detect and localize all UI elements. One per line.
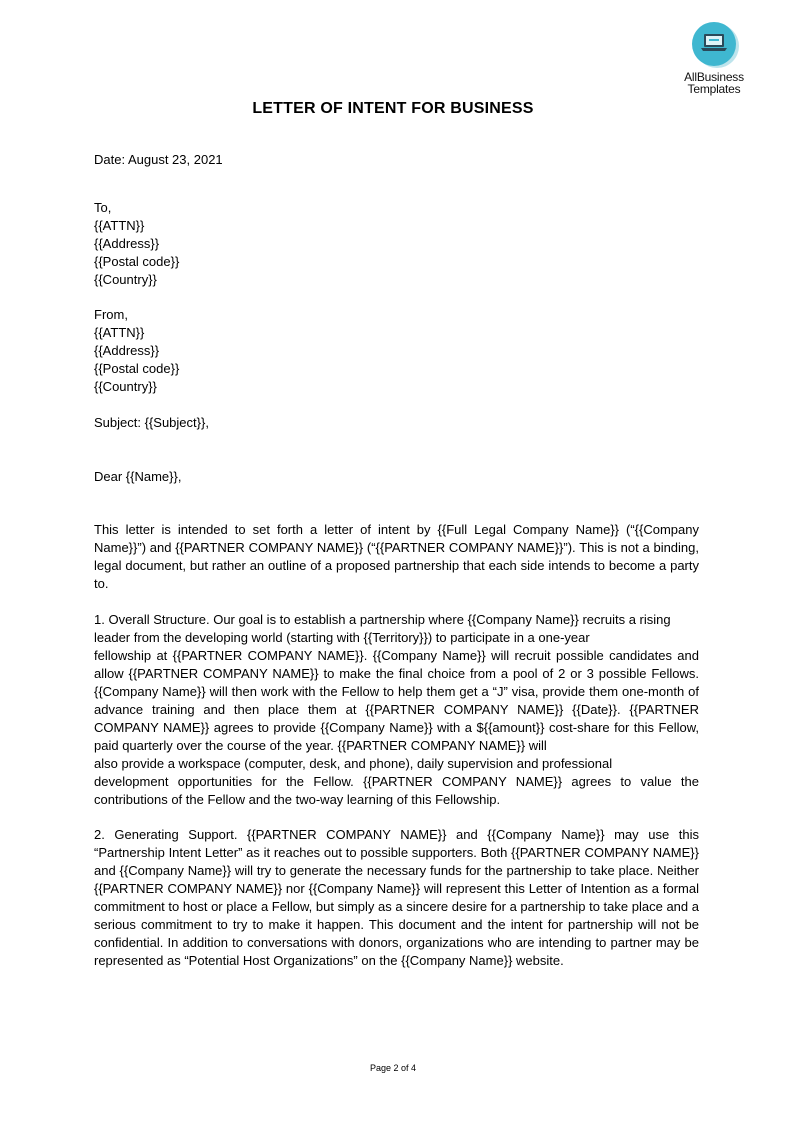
logo-badge [692, 22, 736, 66]
subject-line: Subject: {{Subject}}, [94, 415, 209, 430]
from-attn: {{ATTN}} [94, 325, 145, 340]
from-address: {{Address}} [94, 343, 160, 358]
salutation: Dear {{Name}}, [94, 469, 182, 484]
from-label: From, [94, 307, 128, 322]
document-title: LETTER OF INTENT FOR BUSINESS [252, 100, 534, 117]
intro-paragraph: This letter is intended to set forth a letter of intent by {{Full Legal Company Name}} (“{{Company Name}}”) and {{PARTNER COMPANY NAME}} (“{{PARTNER COMPANY NAME}}”). This is not a binding, legal document, but rather an outline of a proposed partnership that each side intends to become a party to. [94, 522, 699, 591]
page-number: Page 2 of 4 [369, 1063, 417, 1073]
from-postal-code: {{Postal code}} [94, 361, 180, 376]
logo-text [680, 71, 748, 95]
section1-line-4: also provide a workspace (computer, desk, and phone), daily supervision and professional [94, 756, 613, 771]
to-country: {{Country}} [94, 272, 157, 287]
logo-line-1: AllBusiness [684, 70, 744, 84]
section1-part-5: development opportunities for the Fellow. {{PARTNER COMPANY NAME}} agrees to value the contributions of the Fellow and the two-way learning of this Fellowship. [94, 774, 699, 807]
from-country: {{Country}} [94, 379, 157, 394]
date-line: Date: August 23, 2021 [94, 152, 223, 167]
section1-part-3: fellowship at {{PARTNER COMPANY NAME}}. {{Company Name}} will recruit possible candidates and allow {{PARTNER COMPANY NAME}} to make the final choice from a pool of 2 or 3 possible Fellows. {{Company Name}} will then work with the Fellow to help them get a “J” visa, provide them one-month of advance training and then place them at {{PARTNER COMPANY NAME}} {{Date}}. {{PARTNER COMPANY NAME}} agrees to provide {{Company Name}} with a ${{amount}} cost-share for this Fellow, paid quarterly over the course of the year. {{PARTNER COMPANY NAME}} will [94, 648, 699, 753]
to-postal-code: {{Postal code}} [94, 254, 180, 269]
section-overall-structure [94, 611, 699, 809]
logo-line-2: Templates [687, 82, 741, 96]
section1-line-1: 1. Overall Structure. Our goal is to establish a partnership where {{Company Name}} recruits a rising [94, 612, 671, 627]
from-block [94, 306, 699, 396]
section1-line-2: leader from the developing world (starting with {{Territory}}) to participate in a one-year [94, 630, 590, 645]
to-attn: {{ATTN}} [94, 218, 145, 233]
to-block [94, 199, 699, 289]
company-logo [680, 22, 748, 95]
laptop-icon [700, 33, 728, 55]
to-label: To, [94, 200, 112, 215]
to-address: {{Address}} [94, 236, 160, 251]
section-generating-support: 2. Generating Support. {{PARTNER COMPANY NAME}} and {{Company Name}} may use this “Partnership Intent Letter” as it reaches out to possible supporters. Both {{PARTNER COMPANY NAME}} and {{Company Name}} will try to generate the necessary funds for the partnership to take place. Neither {{PARTNER COMPANY NAME}} nor {{Company Name}} will represent this Letter of Intention as a formal commitment to host or place a Fellow, but simply as a sincere desire for a partnership to take place and a serious commitment to try to make it happen. This document and the intent for partnership will not be confidential. In addition to conversations with donors, organizations who are intending to partner may be represented as “Potential Host Organizations” on the {{Company Name}} website. [94, 827, 699, 968]
